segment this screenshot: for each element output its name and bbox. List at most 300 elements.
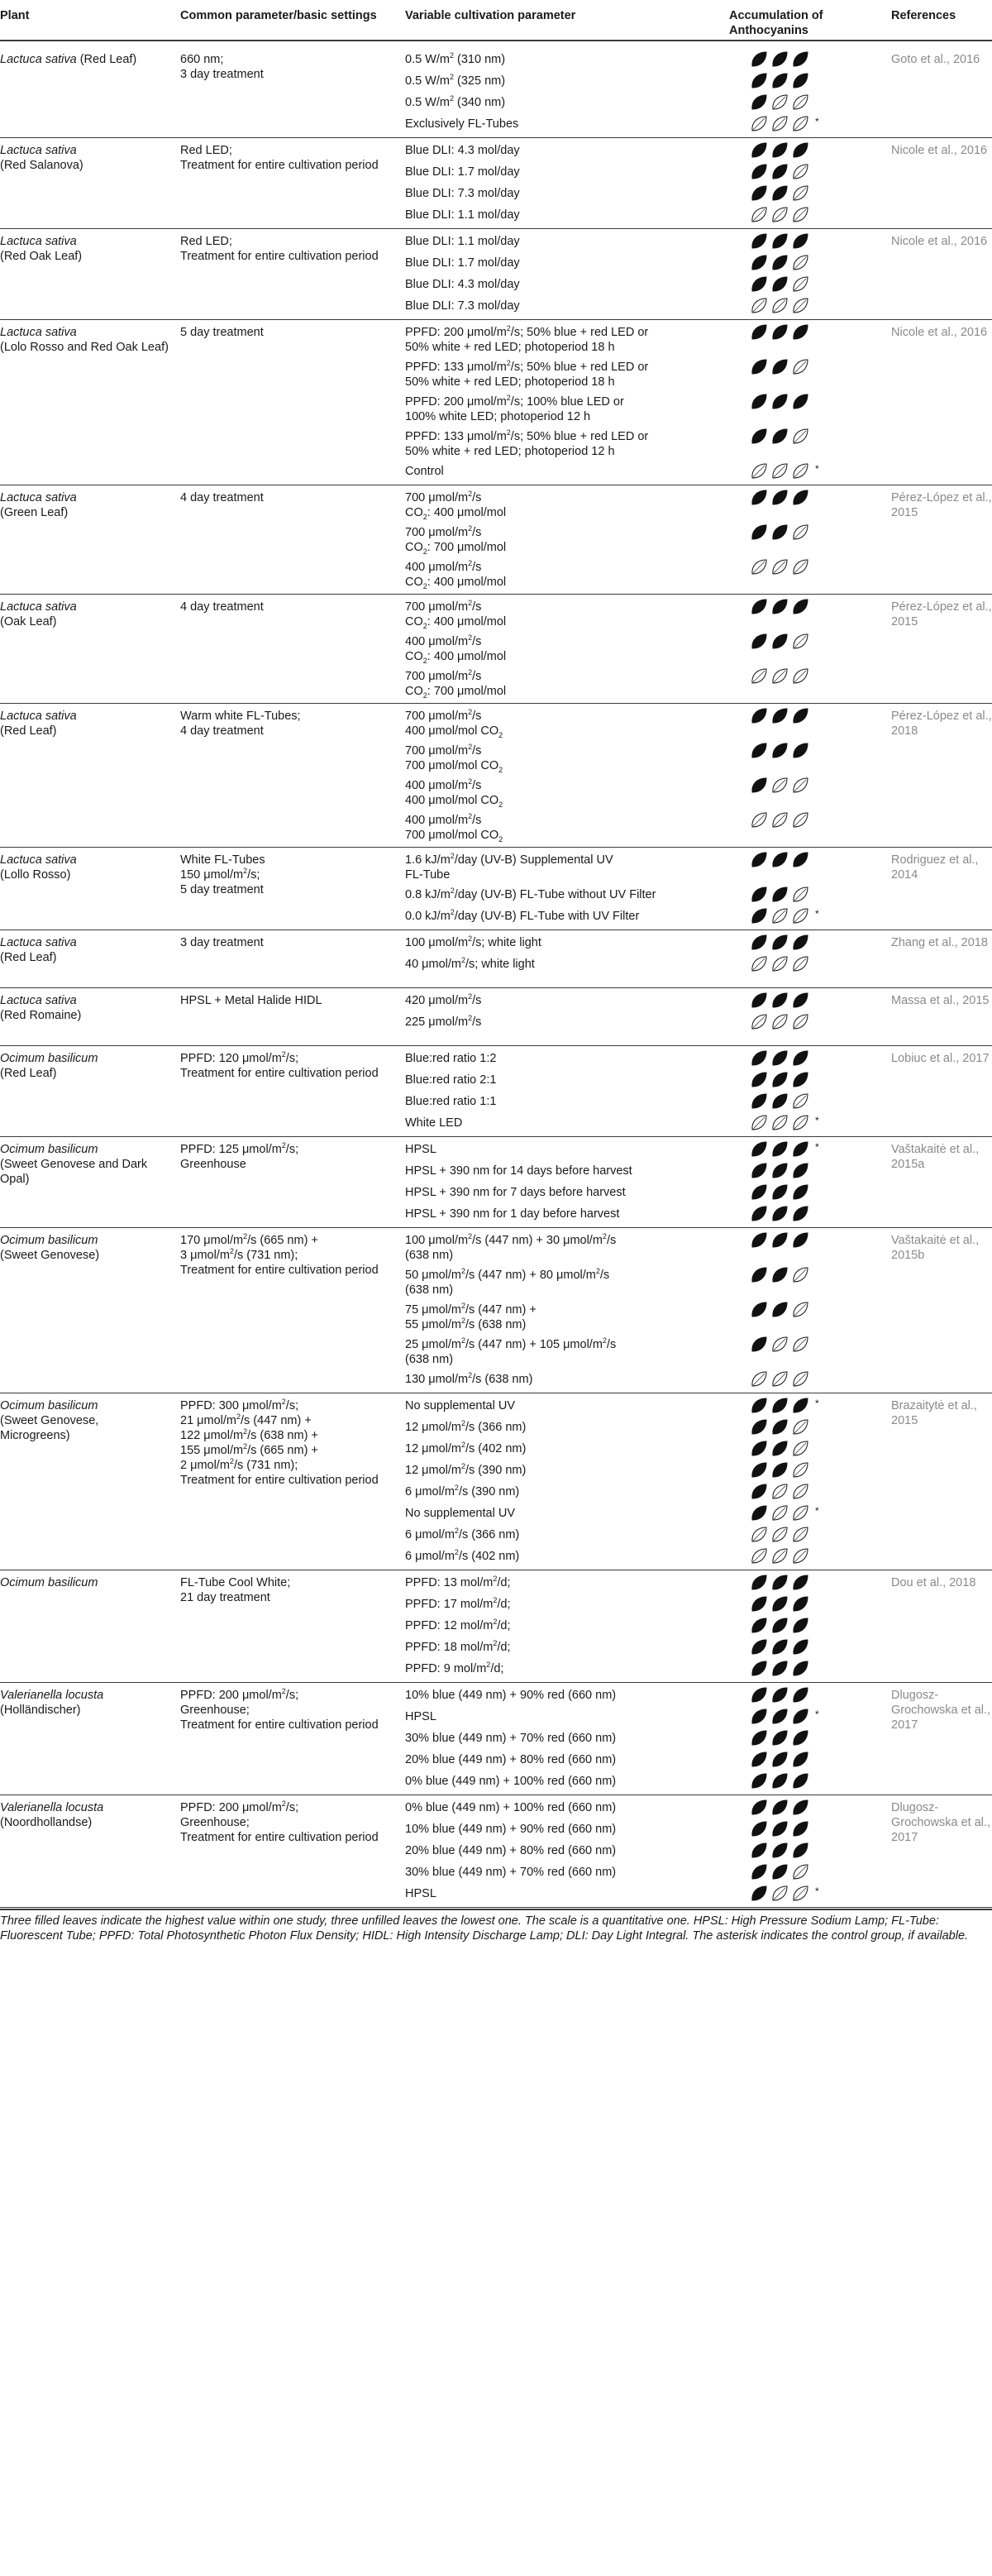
- variable-parameter: 1.6 $kJ/m^2$/day (UV-B) Supplemental UV FL-Tube: [405, 852, 613, 882]
- filled-leaf-icon: [752, 325, 766, 339]
- empty-leaf-icon: [794, 360, 808, 374]
- common-parameter: PPFD: 300 μmol/$m^2/s$; 21 μmol/$m^2/s$ (447 nm) + 122 μmol/$m^2/s$ (638 nm) + 155 μmol/$m^2/s$ (665 nm) + 2 μmol/$m^2/s$ (731 nm); Treatment for entire cultivation period: [180, 1398, 379, 1487]
- plant-name: [0, 490, 169, 520]
- empty-leaf-icon: [794, 208, 808, 222]
- variable-parameter: 12 μmol/$m^2/s$ (402 nm): [405, 1441, 527, 1455]
- leaf-rating: [751, 1548, 813, 1565]
- leaf-rating: [751, 359, 813, 375]
- filled-leaf-icon: [794, 1774, 808, 1788]
- filled-leaf-icon: [794, 1233, 808, 1247]
- empty-leaf-icon: [794, 186, 808, 200]
- plant-species: Lactuca sativa: [0, 600, 77, 614]
- variable-parameter: 400 μmol/$m^2/s$ $CO_2$: 400 μmol/mol: [405, 559, 507, 590]
- empty-leaf-icon: [773, 909, 787, 923]
- variable-parameter: 700 μmol/$m^2/s$ $CO_2$: 400 μmol/mol: [405, 490, 507, 521]
- leaf-rating: [751, 1206, 813, 1222]
- common-parameter: 4 day treatment: [180, 491, 264, 504]
- filled-leaf-icon: [752, 1142, 766, 1156]
- filled-leaf-icon: [773, 256, 787, 270]
- variable-parameter: 25 μmol/$m^2/s$ (447 nm) + 105 μmol/$m^2/s$ (638 nm): [405, 1336, 617, 1366]
- filled-leaf-icon: [794, 1640, 808, 1654]
- leaf-rating: [751, 1773, 813, 1790]
- plant-cultivar: (Noordhollandse): [0, 1816, 93, 1829]
- control-asterisk: *: [815, 463, 819, 475]
- filled-leaf-icon: [752, 1302, 766, 1317]
- control-asterisk: *: [815, 1709, 819, 1720]
- empty-leaf-icon: [794, 887, 808, 901]
- header-accumulation: Accumulation of Anthocyanins: [729, 9, 823, 37]
- filled-leaf-icon: [773, 600, 787, 614]
- filled-leaf-icon: [773, 887, 787, 901]
- plant-cultivar: (Red Oak Leaf): [0, 250, 83, 263]
- plant-name: [0, 143, 169, 173]
- variable-parameter: HPSL: [405, 1143, 436, 1156]
- leaf-rating: [751, 94, 813, 111]
- variable-parameter: HPSL + 390 nm for 1 day before harvest: [405, 1207, 620, 1221]
- variable-parameter: 0.8 $kJ/m^2$/day (UV-B) FL-Tube without UV Filter: [405, 887, 656, 901]
- filled-leaf-icon: [773, 1398, 787, 1412]
- filled-leaf-icon: [794, 325, 808, 339]
- plant-species: Lactuca sativa: [0, 491, 77, 504]
- leaf-rating: [751, 708, 813, 724]
- reference: Pérez-López et al., 2015: [891, 491, 992, 519]
- filled-leaf-icon: [773, 709, 787, 723]
- control-asterisk: *: [815, 1141, 819, 1153]
- table-footnote: Three filled leaves indicate the highest value within one study, three unfilled leaves the lowest one. The scale is a quantitative one. HPSL: High Pressure Sodium Lamp; FL-Tube: Fluorescent Tube; PPFD: Total Photosynthetic Photon Flux Density; HIDL: High Intensity Discharge Lamp; DLI: Day Light Integral. The asterisk indicates the control group, if available.: [0, 1914, 969, 1943]
- variable-parameter: 30% blue (449 nm) + 70% red (660 nm): [405, 1866, 617, 1879]
- filled-leaf-icon: [773, 429, 787, 443]
- filled-leaf-icon: [773, 935, 787, 949]
- variable-parameter: HPSL: [405, 1710, 436, 1723]
- leaf-rating: [751, 490, 813, 506]
- plant-name: [0, 935, 169, 965]
- empty-leaf-icon: [794, 669, 808, 683]
- common-parameter: 660 nm; 3 day treatment: [180, 53, 264, 81]
- filled-leaf-icon: [773, 277, 787, 291]
- filled-leaf-icon: [794, 1822, 808, 1836]
- empty-leaf-icon: [794, 117, 808, 131]
- leaf-rating: [751, 1618, 813, 1634]
- plant-name: [0, 1051, 169, 1081]
- empty-leaf-icon: [752, 1116, 766, 1130]
- variable-parameter: PPFD: 200 μmol/$m^2/s$; 50% blue + red LED or 50% white + red LED; photoperiod 18 h: [405, 324, 649, 354]
- empty-leaf-icon: [752, 1015, 766, 1029]
- variable-parameter: 10% blue (449 nm) + 90% red (660 nm): [405, 1689, 617, 1702]
- leaf-rating: [751, 142, 813, 159]
- filled-leaf-icon: [752, 429, 766, 443]
- empty-leaf-icon: [752, 299, 766, 313]
- variable-parameter: 0.5 $W/m^2$ (325 nm): [405, 73, 506, 88]
- filled-leaf-icon: [794, 1164, 808, 1178]
- filled-leaf-icon: [794, 1073, 808, 1087]
- plant-name: [0, 234, 169, 264]
- variable-parameter: 225 μmol/$m^2/s$: [405, 1014, 482, 1029]
- variable-parameter: 12 μmol/$m^2/s$ (390 nm): [405, 1462, 527, 1477]
- leaf-rating: [751, 992, 813, 1009]
- empty-leaf-icon: [752, 957, 766, 971]
- filled-leaf-icon: [773, 1752, 787, 1766]
- filled-leaf-icon: [773, 1865, 787, 1879]
- leaf-rating: [751, 1184, 813, 1201]
- filled-leaf-icon: [773, 1233, 787, 1247]
- variable-parameter: White LED: [405, 1116, 463, 1130]
- empty-leaf-icon: [752, 1549, 766, 1563]
- reference: Massa et al., 2015: [891, 994, 990, 1007]
- filled-leaf-icon: [752, 709, 766, 723]
- filled-leaf-icon: [773, 1731, 787, 1745]
- variable-parameter: HPSL + 390 nm for 7 days before harvest: [405, 1186, 626, 1199]
- filled-leaf-icon: [752, 600, 766, 614]
- plant-species: Lactuca sativa: [0, 710, 77, 723]
- plant-species: Lactuca sativa: [0, 235, 77, 248]
- leaf-rating: [751, 1527, 813, 1543]
- leaf-rating: [751, 1302, 813, 1318]
- filled-leaf-icon: [773, 1051, 787, 1065]
- plant-species: Ocimum basilicum: [0, 1143, 98, 1156]
- empty-leaf-icon: [773, 1886, 787, 1900]
- leaf-rating: [751, 1639, 813, 1656]
- variable-parameter: 6 μmol/$m^2/s$ (390 nm): [405, 1484, 520, 1498]
- plant-cultivar: (Red Salanova): [0, 159, 83, 172]
- plant-species: Lactuca sativa: [0, 936, 77, 949]
- plant-cultivar: (Holländischer): [0, 1704, 81, 1717]
- variable-parameter: 0% blue (449 nm) + 100% red (660 nm): [405, 1775, 617, 1788]
- filled-leaf-icon: [794, 1661, 808, 1675]
- leaf-rating: [751, 463, 813, 480]
- leaf-rating: [751, 852, 813, 868]
- filled-leaf-icon: [773, 1709, 787, 1723]
- leaf-rating: [751, 298, 813, 314]
- variable-parameter: PPFD: 133 μmol/$m^2/s$; 50% blue + red LED or 50% white + red LED; photoperiod 18 h: [405, 359, 649, 389]
- table-bottom-rule: [0, 1909, 992, 1910]
- filled-leaf-icon: [752, 74, 766, 88]
- variable-parameter: Blue:red ratio 1:1: [405, 1095, 497, 1108]
- plant-cultivar: (Lollo Rosso): [0, 868, 71, 882]
- plant-cultivar: (Oak Leaf): [0, 615, 57, 628]
- filled-leaf-icon: [773, 1268, 787, 1282]
- variable-parameter: 0.0 $kJ/m^2$/day (UV-B) FL-Tube with UV Filter: [405, 908, 640, 923]
- filled-leaf-icon: [752, 1800, 766, 1814]
- empty-leaf-icon: [773, 299, 787, 313]
- filled-leaf-icon: [752, 993, 766, 1007]
- plant-species: Valerianella locusta: [0, 1801, 104, 1814]
- empty-leaf-icon: [752, 560, 766, 574]
- plant-cultivar: (Red Romaine): [0, 1009, 82, 1022]
- leaf-rating: [751, 1398, 813, 1414]
- variable-parameter: 50 μmol/$m^2/s$ (447 nm) + 80 μmol/$m^2/s$ (638 nm): [405, 1267, 610, 1297]
- common-parameter: HPSL + Metal Halide HIDL: [180, 994, 322, 1007]
- empty-leaf-icon: [794, 1268, 808, 1282]
- filled-leaf-icon: [794, 600, 808, 614]
- filled-leaf-icon: [752, 277, 766, 291]
- leaf-rating: [751, 1050, 813, 1067]
- filled-leaf-icon: [773, 1597, 787, 1611]
- plant-name: [0, 853, 169, 882]
- variable-parameter: 20% blue (449 nm) + 80% red (660 nm): [405, 1753, 617, 1766]
- filled-leaf-icon: [752, 1233, 766, 1247]
- variable-parameter: 75 μmol/$m^2/s$ (447 nm) + 55 μmol/$m^2/s$ (638 nm): [405, 1302, 537, 1331]
- plant-name: [0, 325, 169, 355]
- filled-leaf-icon: [752, 95, 766, 109]
- control-asterisk: *: [815, 1398, 819, 1409]
- filled-leaf-icon: [752, 1688, 766, 1702]
- leaf-rating: [751, 1885, 813, 1902]
- filled-leaf-icon: [752, 143, 766, 157]
- filled-leaf-icon: [773, 743, 787, 758]
- reference: Nicole et al., 2016: [891, 326, 988, 339]
- filled-leaf-icon: [773, 1661, 787, 1675]
- filled-leaf-icon: [773, 1843, 787, 1857]
- common-parameter: Warm white FL-Tubes; 4 day treatment: [180, 710, 301, 738]
- empty-leaf-icon: [794, 1420, 808, 1434]
- empty-leaf-icon: [773, 778, 787, 792]
- common-parameter: PPFD: 200 μmol/$m^2/s$; Greenhouse; Treatment for entire cultivation period: [180, 1687, 379, 1732]
- leaf-rating: [751, 1232, 813, 1249]
- filled-leaf-icon: [773, 1185, 787, 1199]
- filled-leaf-icon: [794, 74, 808, 88]
- plant-species: Valerianella locusta: [0, 1689, 104, 1702]
- plant-species: Ocimum basilicum: [0, 1234, 98, 1247]
- filled-leaf-icon: [794, 935, 808, 949]
- filled-leaf-icon: [794, 52, 808, 66]
- filled-leaf-icon: [773, 1575, 787, 1589]
- filled-leaf-icon: [773, 1688, 787, 1702]
- group-divider: [0, 1136, 992, 1137]
- filled-leaf-icon: [752, 1463, 766, 1477]
- filled-leaf-icon: [752, 1268, 766, 1282]
- filled-leaf-icon: [773, 186, 787, 200]
- filled-leaf-icon: [752, 743, 766, 758]
- variable-parameter: PPFD: 13 mol/$m^2/d$;: [405, 1575, 511, 1589]
- filled-leaf-icon: [773, 1800, 787, 1814]
- variable-parameter: PPFD: 133 μmol/$m^2/s$; 50% blue + red LED or 50% white + red LED; photoperiod 12 h: [405, 428, 649, 458]
- empty-leaf-icon: [773, 669, 787, 683]
- leaf-rating: [751, 812, 813, 829]
- empty-leaf-icon: [794, 1116, 808, 1130]
- leaf-rating: [751, 233, 813, 250]
- variable-parameter: 30% blue (449 nm) + 70% red (660 nm): [405, 1732, 617, 1745]
- filled-leaf-icon: [752, 490, 766, 504]
- filled-leaf-icon: [794, 1398, 808, 1412]
- empty-leaf-icon: [752, 117, 766, 131]
- filled-leaf-icon: [773, 1640, 787, 1654]
- plant-cultivar: (Sweet Genovese): [0, 1249, 100, 1262]
- leaf-rating: [751, 51, 813, 68]
- leaf-rating: [751, 1336, 813, 1353]
- filled-leaf-icon: [752, 1073, 766, 1087]
- leaf-rating: [751, 1864, 813, 1881]
- leaf-rating: [751, 1709, 813, 1725]
- leaf-rating: [751, 1141, 813, 1158]
- header-plant: Plant: [0, 9, 30, 22]
- variable-parameter: 0% blue (449 nm) + 100% red (660 nm): [405, 1801, 617, 1814]
- variable-parameter: No supplemental UV: [405, 1399, 515, 1412]
- common-parameter: 3 day treatment: [180, 936, 264, 949]
- leaf-rating: [751, 324, 813, 341]
- leaf-rating: [751, 276, 813, 293]
- filled-leaf-icon: [773, 634, 787, 648]
- filled-leaf-icon: [794, 1709, 808, 1723]
- variable-parameter: 6 μmol/$m^2/s$ (402 nm): [405, 1548, 520, 1563]
- plant-species: Lactuca sativa: [0, 144, 77, 157]
- leaf-rating: [751, 394, 813, 410]
- empty-leaf-icon: [752, 1372, 766, 1386]
- variable-parameter: Blue:red ratio 1:2: [405, 1052, 497, 1065]
- filled-leaf-icon: [773, 360, 787, 374]
- group-divider: [0, 987, 992, 988]
- filled-leaf-icon: [752, 1709, 766, 1723]
- filled-leaf-icon: [752, 1207, 766, 1221]
- control-asterisk: *: [815, 116, 819, 127]
- plant-species: Lactuca sativa: [0, 853, 77, 867]
- filled-leaf-icon: [794, 1185, 808, 1199]
- empty-leaf-icon: [794, 277, 808, 291]
- leaf-rating: [751, 1661, 813, 1677]
- empty-leaf-icon: [794, 165, 808, 179]
- empty-leaf-icon: [794, 1441, 808, 1455]
- filled-leaf-icon: [752, 1185, 766, 1199]
- variable-parameter: 420 μmol/$m^2/s$: [405, 992, 482, 1007]
- leaf-rating: [751, 1687, 813, 1704]
- filled-leaf-icon: [752, 1164, 766, 1178]
- variable-parameter: Blue DLI: 7.3 mol/day: [405, 299, 520, 313]
- variable-parameter: 40 μmol/$m^2/s$; white light: [405, 956, 535, 971]
- filled-leaf-icon: [752, 360, 766, 374]
- leaf-rating: [751, 1821, 813, 1838]
- empty-leaf-icon: [794, 1484, 808, 1498]
- empty-leaf-icon: [773, 1484, 787, 1498]
- variable-parameter: Blue DLI: 1.7 mol/day: [405, 165, 520, 179]
- empty-leaf-icon: [773, 208, 787, 222]
- plant-name: [0, 1575, 169, 1590]
- empty-leaf-icon: [773, 464, 787, 478]
- empty-leaf-icon: [794, 813, 808, 827]
- variable-parameter: 130 μmol/$m^2/s$ (638 nm): [405, 1371, 533, 1386]
- variable-parameter: Blue DLI: 1.7 mol/day: [405, 256, 520, 270]
- filled-leaf-icon: [773, 325, 787, 339]
- plant-species: Lactuca sativa: [0, 994, 77, 1007]
- variable-parameter: 700 μmol/$m^2/s$ $CO_2$: 400 μmol/mol: [405, 599, 507, 630]
- common-parameter: 4 day treatment: [180, 600, 264, 614]
- empty-leaf-icon: [794, 1506, 808, 1520]
- leaf-rating: [751, 1842, 813, 1859]
- variable-parameter: HPSL + 390 nm for 14 days before harvest: [405, 1164, 632, 1178]
- reference: Nicole et al., 2016: [891, 235, 988, 248]
- leaf-rating: [751, 1799, 813, 1816]
- plant-species: Lactuca sativa: [0, 326, 77, 339]
- filled-leaf-icon: [794, 1752, 808, 1766]
- leaf-rating: [751, 777, 813, 794]
- filled-leaf-icon: [794, 234, 808, 248]
- filled-leaf-icon: [773, 52, 787, 66]
- empty-leaf-icon: [794, 429, 808, 443]
- reference: Zhang et al., 2018: [891, 936, 988, 949]
- filled-leaf-icon: [773, 1420, 787, 1434]
- leaf-rating: [751, 428, 813, 445]
- plant-name: [0, 52, 169, 67]
- variable-parameter: Blue DLI: 7.3 mol/day: [405, 187, 520, 200]
- empty-leaf-icon: [794, 299, 808, 313]
- plant-name: [0, 600, 169, 629]
- leaf-rating: [751, 1115, 813, 1131]
- filled-leaf-icon: [752, 1618, 766, 1632]
- filled-leaf-icon: [773, 1618, 787, 1632]
- empty-leaf-icon: [752, 464, 766, 478]
- leaf-rating: [751, 1267, 813, 1283]
- leaf-rating: [751, 1163, 813, 1179]
- plant-cultivar: (Red Leaf): [0, 1067, 57, 1080]
- leaf-rating: [751, 1419, 813, 1436]
- variable-parameter: 700 μmol/$m^2/s$ $CO_2$: 700 μmol/mol: [405, 524, 507, 556]
- plant-name: [0, 993, 169, 1023]
- header-rule: [0, 40, 992, 41]
- empty-leaf-icon: [773, 117, 787, 131]
- variable-parameter: Control: [405, 465, 444, 478]
- group-divider: [0, 847, 992, 848]
- leaf-rating: [751, 116, 813, 132]
- reference: Lobiuc et al., 2017: [891, 1052, 990, 1065]
- group-divider: [0, 228, 992, 229]
- empty-leaf-icon: [752, 813, 766, 827]
- filled-leaf-icon: [752, 1731, 766, 1745]
- filled-leaf-icon: [752, 1506, 766, 1520]
- filled-leaf-icon: [752, 1843, 766, 1857]
- common-parameter: 170 μmol/$m^2/s$ (665 nm) + 3 μmol/$m^2/s$ (731 nm); Treatment for entire cultivation period: [180, 1232, 379, 1277]
- empty-leaf-icon: [794, 634, 808, 648]
- filled-leaf-icon: [773, 993, 787, 1007]
- variable-parameter: PPFD: 200 μmol/$m^2/s$; 100% blue LED or 100% white LED; photoperiod 12 h: [405, 394, 624, 423]
- reference: Dou et al., 2018: [891, 1576, 976, 1589]
- leaf-rating: [751, 599, 813, 615]
- filled-leaf-icon: [752, 1398, 766, 1412]
- empty-leaf-icon: [794, 778, 808, 792]
- plant-cultivar: (Red Leaf): [76, 53, 137, 66]
- empty-leaf-icon: [794, 1463, 808, 1477]
- filled-leaf-icon: [752, 778, 766, 792]
- empty-leaf-icon: [794, 1372, 808, 1386]
- common-parameter: PPFD: 120 μmol/$m^2/s$; Treatment for entire cultivation period: [180, 1050, 379, 1080]
- filled-leaf-icon: [752, 1886, 766, 1900]
- filled-leaf-icon: [752, 1051, 766, 1065]
- leaf-rating: [751, 1575, 813, 1591]
- filled-leaf-icon: [752, 1420, 766, 1434]
- plant-species: Ocimum basilicum: [0, 1052, 98, 1065]
- filled-leaf-icon: [752, 1640, 766, 1654]
- filled-leaf-icon: [794, 1207, 808, 1221]
- leaf-rating: [751, 1072, 813, 1088]
- plant-name: [0, 1688, 169, 1718]
- empty-leaf-icon: [794, 1302, 808, 1317]
- reference: Dlugosz-Grochowska et al., 2017: [891, 1801, 991, 1844]
- reference: Vaštakaitė et al., 2015a: [891, 1143, 980, 1171]
- variable-parameter: 12 μmol/$m^2/s$ (366 nm): [405, 1419, 527, 1434]
- variable-parameter: 100 μmol/$m^2/s$; white light: [405, 934, 541, 949]
- empty-leaf-icon: [773, 1549, 787, 1563]
- variable-parameter: 0.5 $W/m^2$ (310 nm): [405, 51, 506, 66]
- variable-parameter: Blue DLI: 4.3 mol/day: [405, 278, 520, 291]
- reference: Rodriguez et al., 2014: [891, 853, 979, 882]
- variable-parameter: PPFD: 18 mol/$m^2/d$;: [405, 1639, 511, 1654]
- group-divider: [0, 137, 992, 138]
- filled-leaf-icon: [773, 525, 787, 539]
- group-divider: [0, 1227, 992, 1228]
- control-asterisk: *: [815, 908, 819, 920]
- empty-leaf-icon: [794, 1865, 808, 1879]
- filled-leaf-icon: [752, 887, 766, 901]
- empty-leaf-icon: [794, 957, 808, 971]
- leaf-rating: [751, 633, 813, 650]
- filled-leaf-icon: [773, 1207, 787, 1221]
